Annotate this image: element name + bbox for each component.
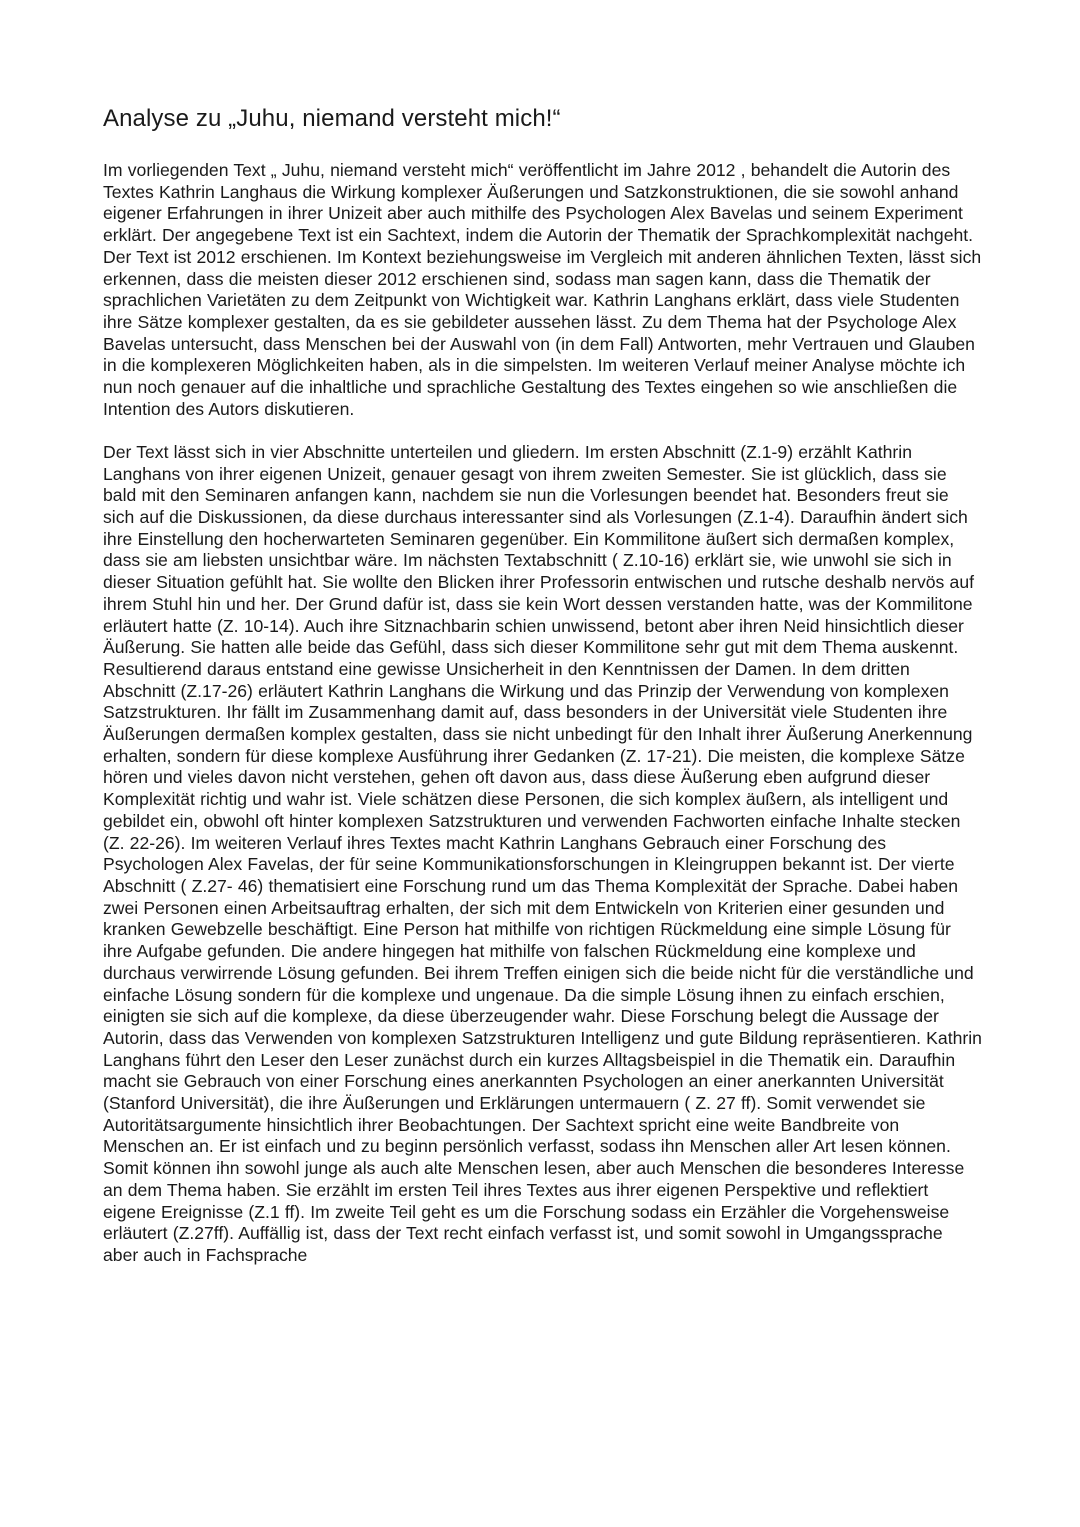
- paragraph-introduction: Im vorliegenden Text „ Juhu, niemand versteht mich“ veröffentlicht im Jahre 2012 , behandelt die Autorin des Textes Kathrin Langhaus die Wirkung komplexer Äußerungen und Satzkonstruktionen, die sie sowohl anhand eigener Erfahrungen in ihrer Unizeit aber auch mithilfe des Psychologen Alex Bavelas und seinem Experiment erklärt. Der angegebene Text ist ein Sachtext, indem die Autorin der Thematik der Sprachkomplexität nachgeht. Der Text ist 2012 erschienen. Im Kontext beziehungsweise im Vergleich mit anderen ähnlichen Texten, lässt sich erkennen, dass die meisten dieser 2012 erschienen sind, sodass man sagen kann, dass die Thematik der sprachlichen Varietäten zu dem Zeitpunkt von Wichtigkeit war. Kathrin Langhans erklärt, dass viele Studenten ihre Sätze komplexer gestalten, da es sie gebildeter aussehen lässt. Zu dem Thema hat der Psychologe Alex Bavelas untersucht, dass Menschen bei der Auswahl von (in dem Fall) Antworten, mehr Vertrauen und Glauben in die komplexeren Möglichkeiten haben, als in die simpelsten. Im weiteren Verlauf meiner Analyse möchte ich nun noch genauer auf die inhaltliche und sprachliche Gestaltung des Textes eingehen so wie anschließen die Intention des Autors diskutieren.: [103, 160, 982, 419]
- document-title: Analyse zu „Juhu, niemand versteht mich!“: [103, 105, 561, 132]
- document-page: [103, 104, 983, 1288]
- paragraph-main-analysis: Der Text lässt sich in vier Abschnitte unterteilen und gliedern. Im ersten Abschnitt (Z.1-9) erzählt Kathrin Langhans von ihrer eigenen Unizeit, genauer gesagt von ihrem zweiten Semester. Sie ist glücklich, dass sie bald mit den Seminaren anfangen kann, nachdem sie nun die Vorlesungen beendet hat. Besonders freut sie sich auf die Diskussionen, da diese durchaus interessanter sind als Vorlesungen (Z.1-4). Daraufhin ändert sich ihre Einstellung den hocherwarteten Seminaren gegenüber. Ein Kommilitone äußert sich dermaßen komplex, dass sie am liebsten unsichtbar wäre. Im nächsten Textabschnitt ( Z.10-16) erklärt sie, wie unwohl sie sich in dieser Situation gefühlt hat. Sie wollte den Blicken ihrer Professorin entwischen und rutsche deshalb nervös auf ihrem Stuhl hin und her. Der Grund dafür ist, dass sie kein Wort dessen verstanden hatte, was der Kommilitone erläutert hatte (Z. 10-14). Auch ihre Sitznachbarin schien unwissend, betont aber ihren Neid hinsichtlich dieser Äußerung. Sie hatten alle beide das Gefühl, dass sich dieser Kommilitone sehr gut mit dem Thema auskennt. Resultierend daraus entstand eine gewisse Unsicherheit in den Kenntnissen der Damen. In dem dritten Abschnitt (Z.17-26) erläutert Kathrin Langhans die Wirkung und das Prinzip der Verwendung von komplexen Satzstrukturen. Ihr fällt im Zusammenhang damit auf, dass besonders in der Universität viele Studenten ihre Äußerungen dermaßen komplex gestalten, dass sie nicht unbedingt für den Inhalt ihrer Äußerung Anerkennung erhalten, sondern für diese komplexe Ausführung ihrer Gedanken (Z. 17-21). Die meisten, die komplexe Sätze hören und vieles davon nicht verstehen, gehen oft davon aus, dass diese Äußerung eben aufgrund dieser Komplexität richtig und wahr ist. Viele schätzen diese Personen, die sich komplex äußern, als intelligent und gebildet ein, obwohl oft hinter komplexen Satzstrukturen und verwenden Fachworten einfache Inhalte stecken (Z. 22-26). Im weiteren Verlauf ihres Textes macht Kathrin Langhans Gebrauch einer Forschung des Psychologen Alex Favelas, der für seine Kommunikationsforschungen in Kleingruppen bekannt ist. Der vierte Abschnitt ( Z.27- 46) thematisiert eine Forschung rund um das Thema Komplexität der Sprache. Dabei haben zwei Personen einen Arbeitsauftrag erhalten, der sich mit dem Entwickeln von Kriterien einer gesunden und kranken Gewebzelle beschäftigt. Eine Person hat mithilfe von richtigen Rückmeldung eine simple Lösung für ihre Aufgabe gefunden. Die andere hingegen hat mithilfe von falschen Rückmeldung eine komplexe und durchaus verwirrende Lösung gefunden. Bei ihrem Treffen einigen sich die beide nicht für die verständliche und einfache Lösung sondern für die komplexe und ungenaue. Da die simple Lösung ihnen zu einfach erschien, einigten sie sich auf die komplexe, da diese überzeugender wahr. Diese Forschung belegt die Aussage der Autorin, dass das Verwenden von komplexen Satzstrukturen Intelligenz und gute Bildung repräsentieren. Kathrin Langhans führt den Leser den Leser zunächst durch ein kurzes Alltagsbeispiel in die Thematik ein. Daraufhin macht sie Gebrauch von einer Forschung eines anerkannten Psychologen an einer anerkannten Universität (Stanford Universität), die ihre Äußerungen und Erklärungen untermauern ( Z. 27 ff). Somit verwendet sie Autoritätsargumente hinsichtlich ihrer Beobachtungen. Der Sachtext spricht eine weite Bandbreite von Menschen an. Er ist einfach und zu beginn persönlich verfasst, sodass ihn Menschen aller Art lesen können. Somit können ihn sowohl junge als auch alte Menschen lesen, aber auch Menschen die besonderes Interesse an dem Thema haben. Sie erzählt im ersten Teil ihres Textes aus ihrer eigenen Perspektive und reflektiert eigene Ereignisse (Z.1 ff). Im zweite Teil geht es um die Forschung sodass ein Erzähler die Vorgehensweise erläutert (Z.27ff). Auffällig ist, dass der Text recht einfach verfasst ist, und somit sowohl in Umgangssprache aber auch in Fachsprache: [103, 441, 982, 1265]
